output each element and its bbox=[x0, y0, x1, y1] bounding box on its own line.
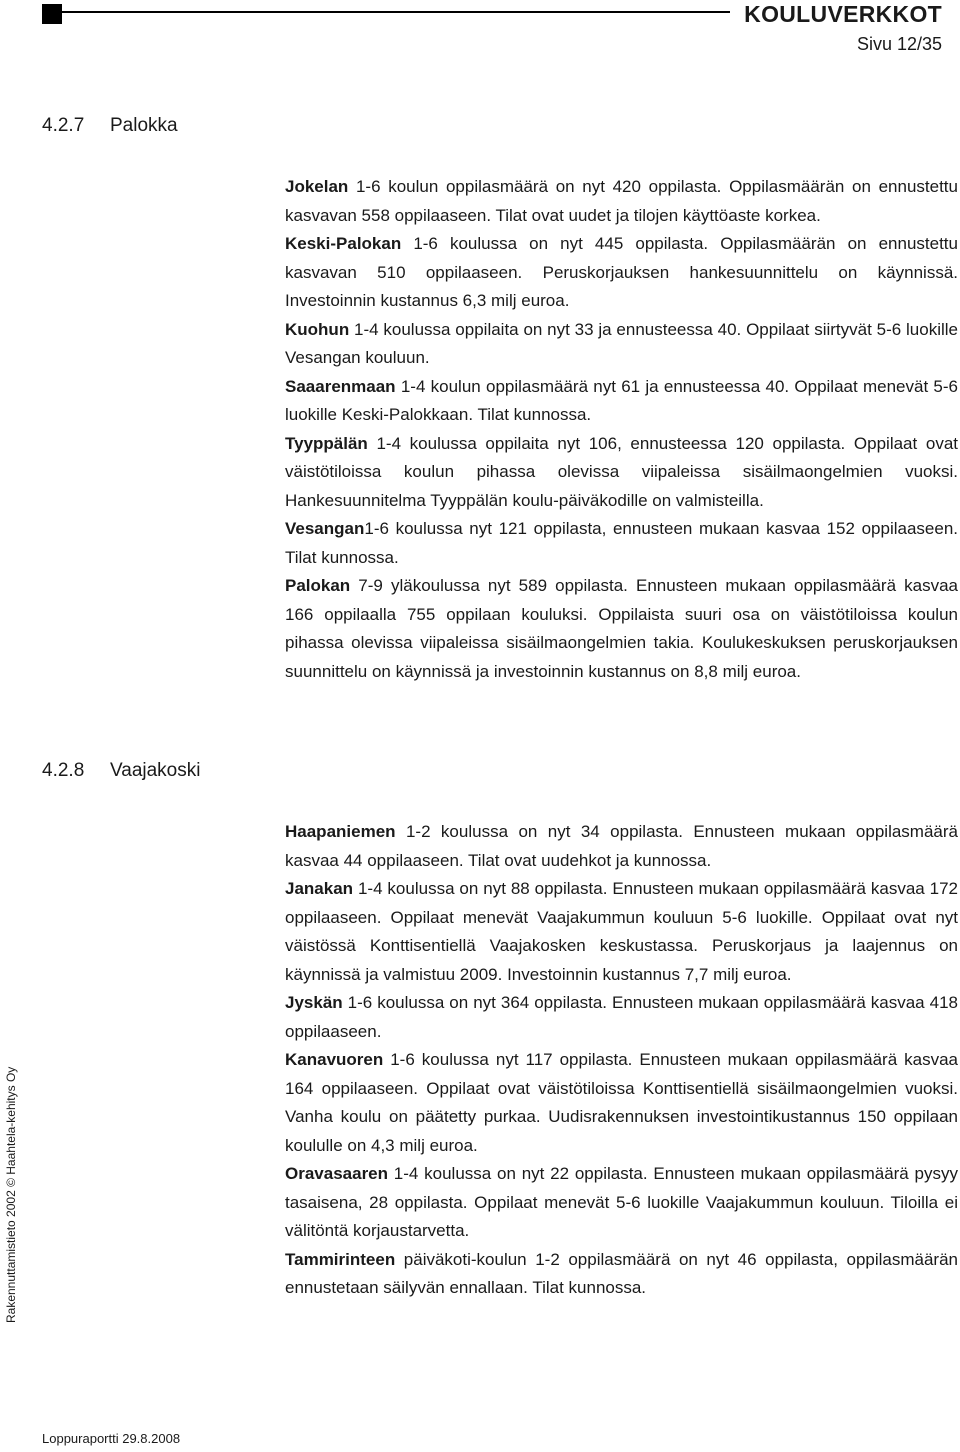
section-number: 4.2.8 bbox=[42, 760, 85, 781]
footer-report-date: Loppuraportti 29.8.2008 bbox=[42, 1431, 181, 1446]
section-name: Palokka bbox=[110, 115, 178, 136]
paragraph: Tyyppälän 1-4 koulussa oppilaita nyt 106, ennusteessa 120 oppilasta. Oppilaat ovat väistötiloissa koulun pihassa olevissa viipaleissa sisäilmaongelmien vuoksi. Hankesuunnitelma Tyyppälän koulu-päiväkodille on valmisteilla. bbox=[285, 433, 958, 510]
school-name: Saaarenmaan bbox=[285, 376, 396, 396]
school-name: Janakan bbox=[285, 879, 354, 898]
school-name: Kuohun bbox=[285, 319, 350, 339]
paragraph: Vesangan1-6 koulussa nyt 121 oppilasta, ennusteen mukaan kasvaa 152 oppilaaseen. Tilat kunnossa. bbox=[285, 519, 958, 567]
school-name: Tammirinteen bbox=[285, 1249, 396, 1269]
paragraph: Kanavuoren 1-6 koulussa nyt 117 oppilasta. Ennusteen mukaan oppilasmäärä kasvaa 164 oppilaaseen. Oppilaat ovat väistötiloissa Konttisentiellä sisäilmaongelmien vuoksi. Vanha koulu on päätetty purkaa. Uudisrakennuksen investointikustannus 150 oppilaan koululle on 4,3 milj euroa. bbox=[285, 1050, 958, 1155]
paragraph: Keski-Palokan 1-6 koulussa on nyt 445 oppilasta. Oppilasmäärän on ennustettu kasvavan 510 oppilaaseen. Peruskorjauksen hankesuunnittelu on käynnissä. Investoinnin kustannus 6,3 milj euroa. bbox=[285, 234, 958, 310]
paragraph: Palokan 7-9 yläkoulussa nyt 589 oppilasta. Ennusteen mukaan oppilasmäärä kasvaa 166 oppilaalla 755 oppilaan kouluksi. Oppilaista suuri osa on väistötiloissa koulun pihassa olevissa viipaleissa sisäilmaongelmien takia. Koulukeskuksen peruskorjauksen suunnittelu on käynnissä ja investoinnin kustannus on 8,8 milj euroa. bbox=[285, 576, 958, 681]
paragraph: Haapaniemen 1-2 koulussa on nyt 34 oppilasta. Ennusteen mukaan oppilasmäärä kasvaa 44 oppilaaseen. Tilat ovat uudehkot ja kunnossa. bbox=[285, 822, 958, 870]
school-name: Jokelan bbox=[285, 177, 349, 196]
section-number: 4.2.7 bbox=[42, 115, 85, 136]
section-name: Vaajakoski bbox=[110, 760, 201, 781]
school-name: Keski-Palokan bbox=[285, 234, 402, 253]
paragraph: Jokelan 1-6 koulun oppilasmäärä on nyt 420 oppilasta. Oppilasmäärän on ennustettu kasvavan 558 oppilaaseen. Tilat ovat uudet ja tilojen käyttöaste korkea. bbox=[285, 177, 958, 225]
paragraph: Jyskän 1-6 koulussa on nyt 364 oppilasta. Ennusteen mukaan oppilasmäärä kasvaa 418 oppilaaseen. bbox=[285, 993, 958, 1041]
section-heading-vaajakoski bbox=[42, 760, 200, 782]
paragraph: Kuohun 1-4 koulussa oppilaita on nyt 33 ja ennusteessa 40. Oppilaat siirtyvät 5-6 luokille Vesangan kouluun. bbox=[285, 319, 958, 367]
school-name: Palokan bbox=[285, 576, 351, 595]
school-name: Jyskän bbox=[285, 993, 343, 1012]
section-body-palokka bbox=[285, 173, 958, 686]
school-name: Tyyppälän bbox=[285, 433, 368, 453]
section-body-vaajakoski bbox=[285, 818, 958, 1303]
paragraph: Janakan 1-4 koulussa on nyt 88 oppilasta. Ennusteen mukaan oppilasmäärä kasvaa 172 oppilaaseen. Oppilaat menevät Vaajakummun kouluun 5-6 luokille. Oppilaat ovat nyt väistössä Konttisentiellä Vaajakosken keskustassa. Peruskorjaus ja laajennus on käynnissä ja valmistuu 2009. Investoinnin kustannus 7,7 milj euroa. bbox=[285, 879, 958, 984]
page-number: Sivu 12/35 bbox=[856, 34, 942, 54]
school-name: Kanavuoren bbox=[285, 1050, 384, 1069]
document-title: KOULUVERKKOT bbox=[744, 1, 942, 27]
header-square bbox=[42, 4, 62, 24]
school-name: Oravasaaren bbox=[285, 1164, 389, 1183]
paragraph: Oravasaaren 1-4 koulussa on nyt 22 oppilasta. Ennusteen mukaan oppilasmäärä pysyy tasaisena, 28 oppilasta. Oppilaat menevät 5-6 luokille Vaajakummun kouluun. Tiloilla ei välitöntä korjaustarvetta. bbox=[285, 1164, 958, 1240]
section-heading-palokka bbox=[42, 115, 178, 137]
school-name: Haapaniemen bbox=[285, 822, 396, 841]
paragraph: Tammirinteen päiväkoti-koulun 1-2 oppilasmäärä on nyt 46 oppilasta, oppilasmäärän ennustetaan säilyvän ennallaan. Tilat kunnossa. bbox=[285, 1249, 958, 1297]
school-name: Vesangan bbox=[285, 519, 365, 538]
copyright-side-text: Rakennuttamistieto 2002 © Haahtela-kehitys Oy bbox=[4, 1066, 18, 1323]
header-rule bbox=[62, 11, 730, 13]
paragraph: Saaarenmaan 1-4 koulun oppilasmäärä nyt 61 ja ennusteessa 40. Oppilaat menevät 5-6 luokille Keski-Palokkaan. Tilat kunnossa. bbox=[285, 376, 958, 424]
